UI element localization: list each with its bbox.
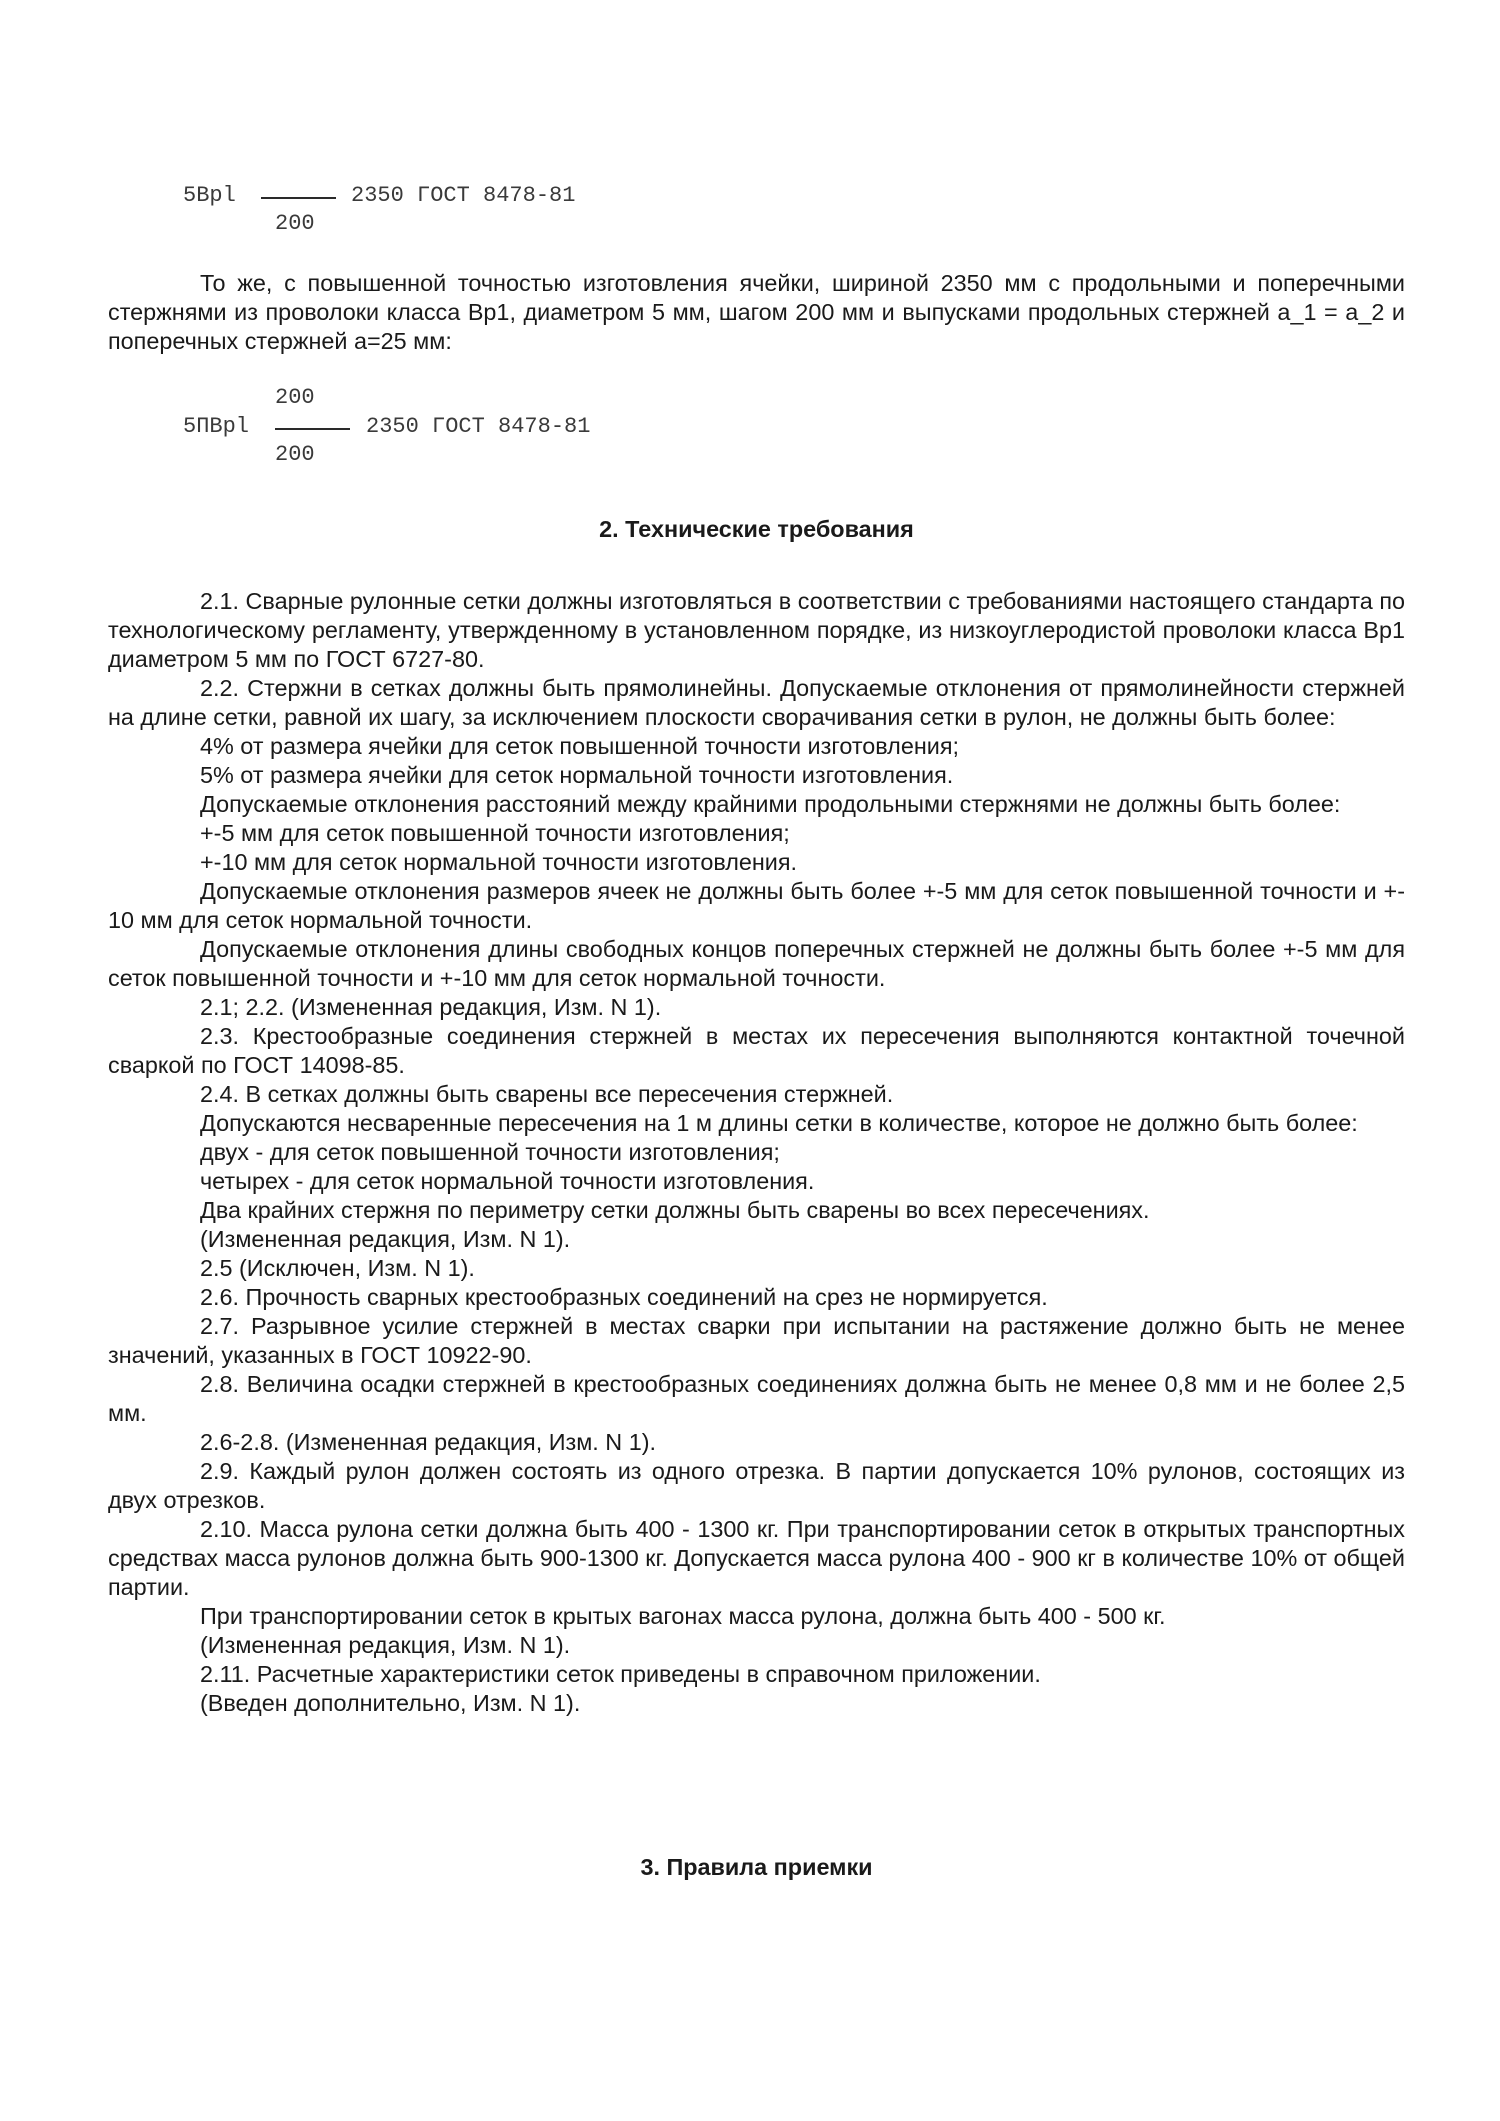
paragraph: 2.11. Расчетные характеристики сеток приведены в справочном приложении. (200, 1661, 1041, 1687)
paragraph: Допускаемые отклонения длины свободных концов поперечных стержней не должны быть более +-5 мм для сеток повышенной точности и +-10 мм для сеток нормальной точности. (108, 936, 1405, 991)
paragraph: четырех - для сеток нормальной точности изготовления. (200, 1168, 815, 1194)
designation-denominator: 200 (275, 442, 315, 467)
paragraph: 2.3. Крестообразные соединения стержней в местах их пересечения выполняются контактной точечной сваркой по ГОСТ 14098-85. (108, 1023, 1405, 1078)
paragraph: Допускаемые отклонения расстояний между крайними продольными стержнями не должны быть более: (200, 791, 1341, 817)
paragraph: (Измененная редакция, Изм. N 1). (200, 1632, 571, 1658)
paragraph: Два крайних стержня по периметру сетки должны быть сварены во всех пересечениях. (200, 1197, 1150, 1223)
designation-spec: 2350 ГОСТ 8478-81 (366, 414, 591, 439)
paragraph: (Измененная редакция, Изм. N 1). (200, 1226, 571, 1252)
designation-denominator: 200 (275, 211, 315, 236)
designation-mark: 5ПBpl (183, 414, 250, 439)
paragraph: 2.1. Сварные рулонные сетки должны изготовляться в соответствии с требованиями настоящего стандарта по технологическому регламенту, утвержденному в установленном порядке, из низкоуглеродистой проволоки класса Вр1 диаметром 5 мм по ГОСТ 6727-80. (108, 588, 1405, 672)
designation-mark: 5Bpl (183, 183, 236, 208)
paragraph: То же, с повышенной точностью изготовления ячейки, шириной 2350 мм с продольными и поперечными стержнями из проволоки класса Вр1, диаметром 5 мм, шагом 200 мм и выпусками продольных стержней a_1 = a_2 и поперечных стержней a=25 мм: (108, 270, 1405, 354)
designation-numerator: 200 (275, 385, 315, 410)
paragraph: 2.6. Прочность сварных крестообразных соединений на срез не нормируется. (200, 1284, 1048, 1310)
fraction-line (261, 197, 336, 199)
section-3-heading: 3. Правила приемки (640, 1854, 873, 1880)
paragraph: 2.6-2.8. (Измененная редакция, Изм. N 1). (200, 1429, 656, 1455)
paragraph: +-5 мм для сеток повышенной точности изготовления; (200, 820, 790, 846)
paragraph: +-10 мм для сеток нормальной точности изготовления. (200, 849, 798, 875)
paragraph: 2.10. Масса рулона сетки должна быть 400 - 1300 кг. При транспортировании сеток в открытых транспортных средствах масса рулонов должна быть 900-1300 кг. Допускается масса рулона 400 - 900 кг в количестве 10% от общей партии. (108, 1516, 1405, 1600)
paragraph: 2.1; 2.2. (Измененная редакция, Изм. N 1). (200, 994, 662, 1020)
section-2-body (108, 587, 1405, 1718)
designation-spec: 2350 ГОСТ 8478-81 (351, 183, 576, 208)
fraction-line (275, 428, 350, 430)
paragraph: (Введен дополнительно, Изм. N 1). (200, 1690, 581, 1716)
example-paragraph (108, 269, 1405, 356)
paragraph: 2.5 (Исключен, Изм. N 1). (200, 1255, 475, 1281)
paragraph: Допускаемые отклонения размеров ячеек не должны быть более +-5 мм для сеток повышенной точности и +- 10 мм для сеток нормальной точности. (108, 878, 1405, 933)
paragraph: 2.7. Разрывное усилие стержней в местах сварки при испытании на растяжение должно быть не менее значений, указанных в ГОСТ 10922-90. (108, 1313, 1405, 1368)
paragraph: двух - для сеток повышенной точности изготовления; (200, 1139, 780, 1165)
paragraph: 2.4. В сетках должны быть сварены все пересечения стержней. (200, 1081, 894, 1107)
paragraph: 2.2. Стержни в сетках должны быть прямолинейны. Допускаемые отклонения от прямолинейности стержней на длине сетки, равной их шагу, за исключением плоскости сворачивания сетки в рулон, не должны быть более: (108, 675, 1405, 730)
paragraph: 5% от размера ячейки для сеток нормальной точности изготовления. (200, 762, 954, 788)
section-2-heading: 2. Технические требования (599, 516, 914, 542)
paragraph: 4% от размера ячейки для сеток повышенной точности изготовления; (200, 733, 959, 759)
paragraph: 2.9. Каждый рулон должен состоять из одного отрезка. В партии допускается 10% рулонов, состоящих из двух отрезков. (108, 1458, 1405, 1513)
paragraph: При транспортировании сеток в крытых вагонах масса рулона, должна быть 400 - 500 кг. (200, 1603, 1166, 1629)
paragraph: 2.8. Величина осадки стержней в крестообразных соединениях должна быть не менее 0,8 мм и не более 2,5 мм. (108, 1371, 1405, 1426)
paragraph: Допускаются несваренные пересечения на 1 м длины сетки в количестве, которое не должно быть более: (200, 1110, 1358, 1136)
